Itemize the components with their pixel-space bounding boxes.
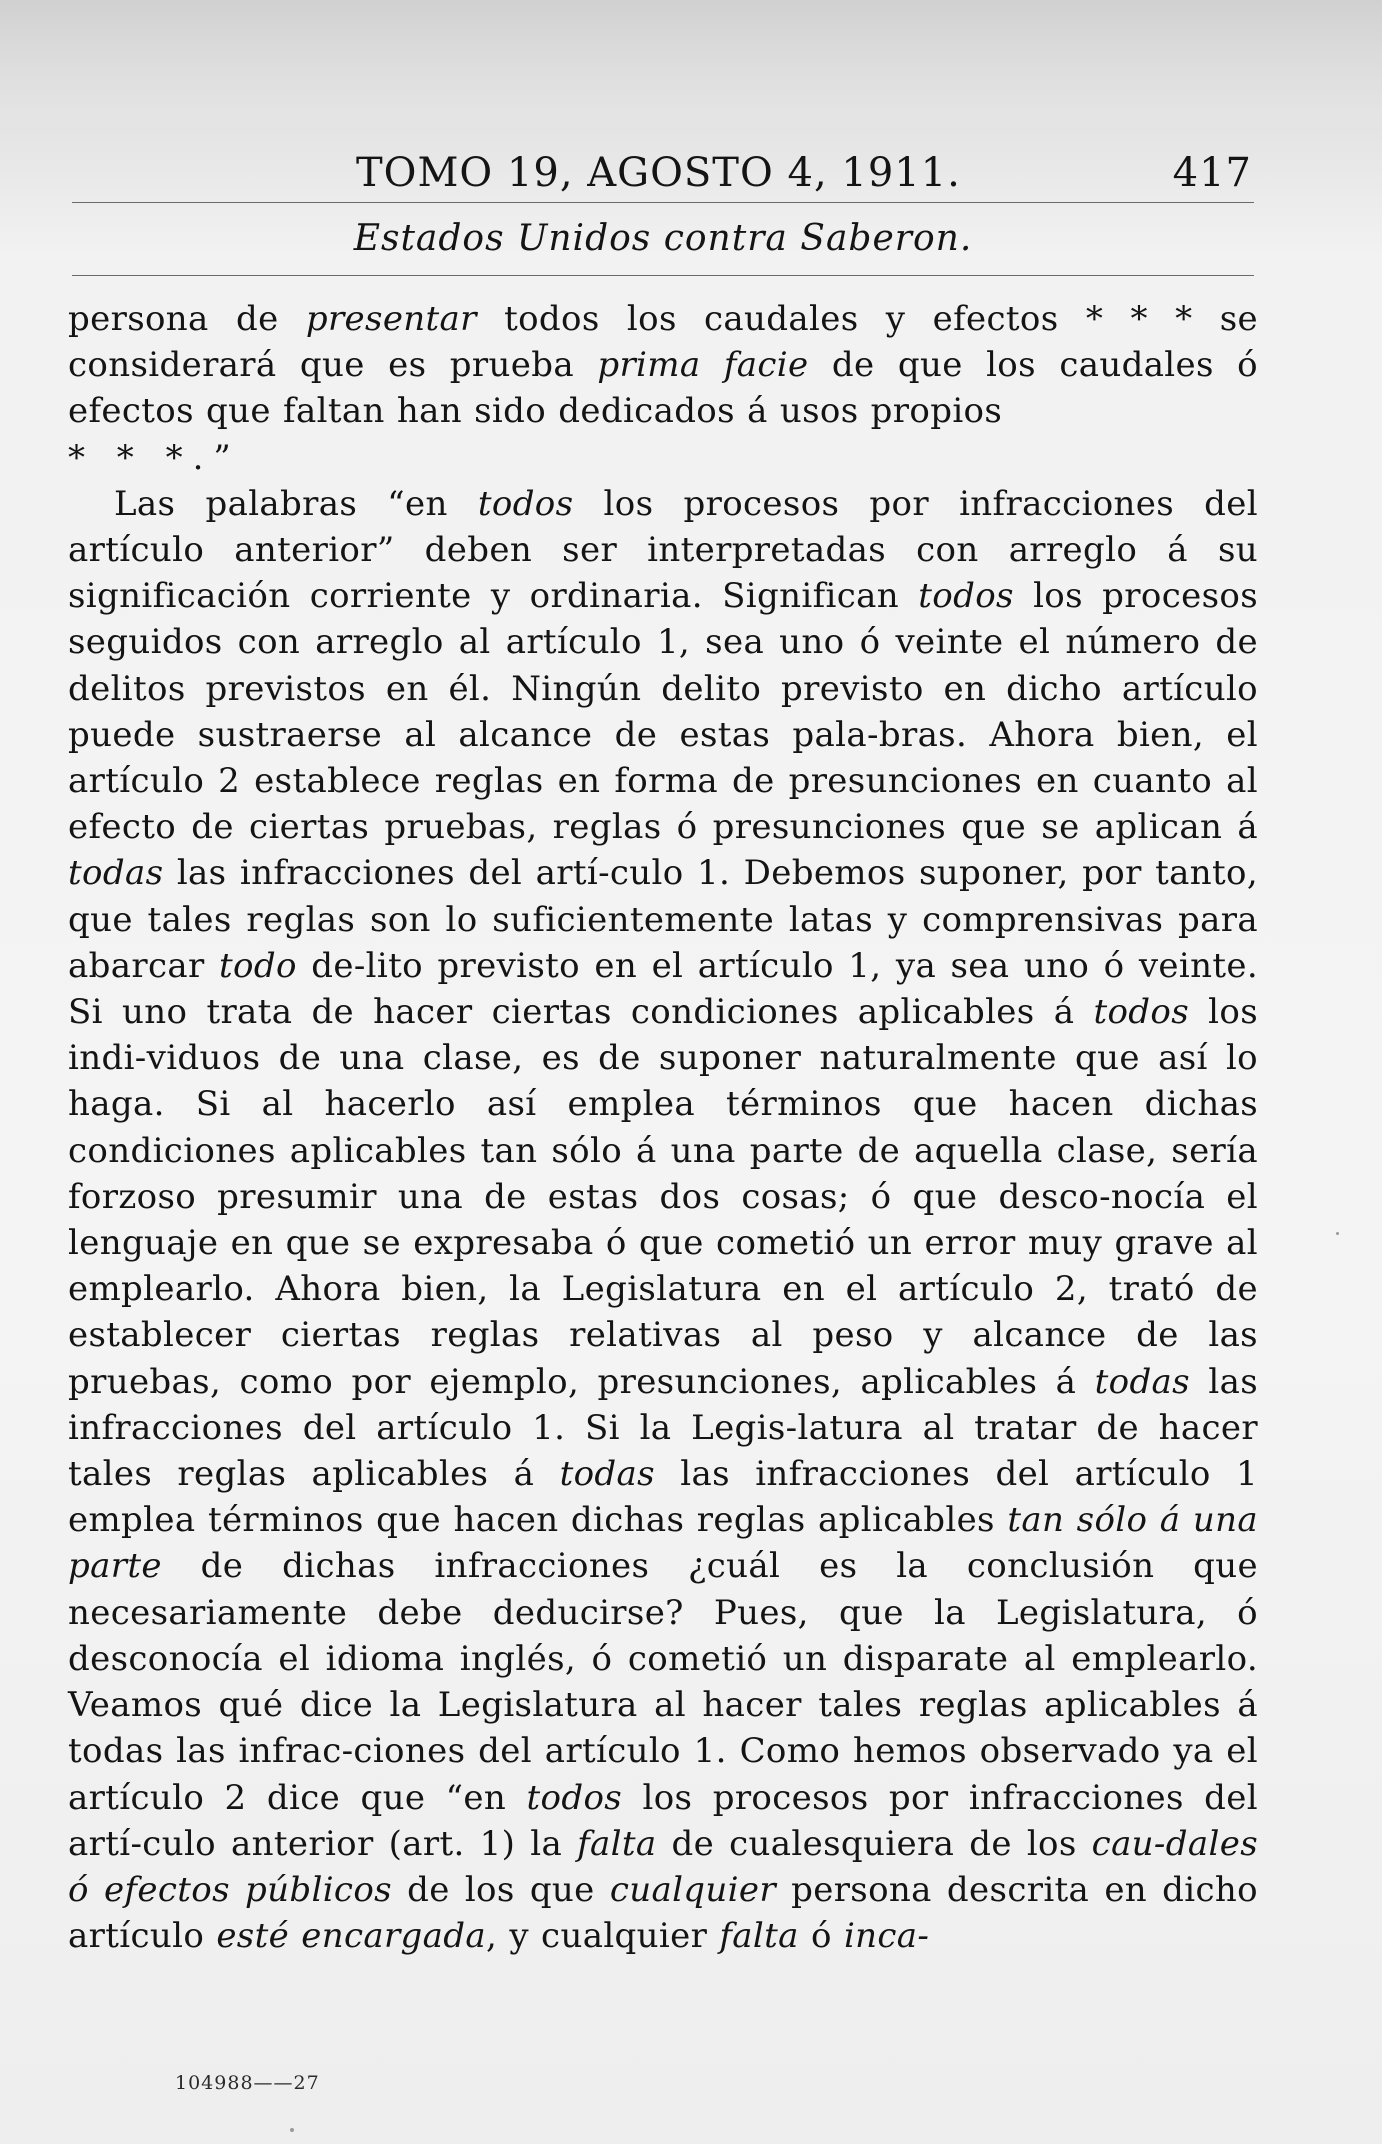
text-run: de cualesquiera de los	[656, 1823, 1092, 1864]
paragraph-continuation	[68, 296, 1258, 481]
case-title: Estados Unidos contra Saberon.	[353, 218, 973, 259]
italic-run: todos	[918, 576, 1014, 617]
page-content	[68, 150, 1258, 1959]
italic-run: inca-	[843, 1916, 930, 1957]
text-run: , y cualquier	[486, 1916, 720, 1957]
italic-run: tan sólo á una parte	[68, 1500, 1258, 1587]
text-run: de los que	[391, 1869, 610, 1910]
italic-run: cualquier	[609, 1869, 776, 1910]
italic-run: prima facie	[597, 345, 809, 386]
text-run: ó	[798, 1916, 844, 1957]
text-run: de dichas infracciones ¿cuál es la conclusión que necesariamente debe deducirse? Pues, que la Legislatura, ó desconocía el idioma inglés, ó cometió un disparate al emplearlo. Veamos qué dice la Legislatura al hacer tales reglas aplicables á todas las infrac-ciones del artículo 1. Como hemos observado ya el artículo 2 dice que “en	[68, 1546, 1258, 1818]
text-run: persona descrita en dicho artículo	[68, 1869, 1258, 1957]
scan-speck	[1336, 1232, 1339, 1235]
text-run: todos los caudales y efectos * * * se considerará que es prueba	[68, 299, 1258, 386]
italic-run: falta	[719, 1916, 799, 1957]
italic-run: todos	[1093, 992, 1190, 1033]
text-run: persona de	[68, 299, 306, 339]
text-run: las infracciones del artí-culo 1. Debemos suponer, por tanto, que tales reglas son lo suficientemente latas y comprensivas para abarcar	[68, 853, 1258, 986]
header-rule	[72, 202, 1254, 203]
text-run: las infracciones del artículo 1 emplea términos que hacen dichas reglas aplicables	[68, 1454, 1258, 1541]
scan-shadow	[0, 0, 1382, 120]
italic-run: falta	[577, 1823, 657, 1864]
italic-run: todas	[68, 853, 164, 894]
italic-run: todas	[1094, 1361, 1190, 1402]
running-title: TOMO 19, AGOSTO 4, 1911.	[356, 150, 961, 196]
text-run: los indi-viduos de una clase, es de suponer naturalmente que así lo haga. Si al hacerlo así emplea términos que hacen dichas condiciones aplicables tan sólo á una parte de aquella clase, sería forzoso presumir una de estas dos cosas; ó que desco-nocía el lenguaje en que se expresaba ó que cometió un error muy grave al emplearlo. Ahora bien, la Legislatura en el artículo 2, trató de establecer ciertas reglas relativas al peso y alcance de las pruebas, como por ejemplo, presunciones, aplicables á	[68, 992, 1259, 1402]
text-run: de-lito previsto en el artículo 1, ya sea uno ó veinte. Si uno trata de hacer ciertas condiciones aplicables á	[68, 945, 1258, 1033]
text-run: Las palabras “en	[114, 483, 478, 524]
ellipsis-stars: * * *.”	[68, 437, 241, 478]
case-title-rule	[72, 275, 1254, 276]
italic-run: cau-dales ó efectos públicos	[68, 1823, 1258, 1910]
italic-run: todas	[559, 1454, 655, 1495]
text-run: los procesos seguidos con arreglo al artículo 1, sea uno ó veinte el número de delitos previstos en él. Ningún delito previsto en dicho artículo puede sustraerse al alcance de estas pala-bras. Ahora bien, el artículo 2 establece reglas en forma de presunciones en cuanto al efecto de ciertas pruebas, reglas ó presunciones que se aplican á	[68, 576, 1258, 848]
italic-run: todos	[526, 1777, 623, 1818]
italic-run: todos	[477, 483, 574, 524]
text-run: los procesos por infracciones del artículo anterior” deben ser interpretadas con arreglo á su significación corriente y ordinaria. Significan	[68, 483, 1258, 617]
paragraph-main	[68, 481, 1258, 1960]
scan-speck	[290, 2128, 294, 2132]
page-number: 417	[1172, 150, 1252, 196]
italic-run: presentar	[305, 299, 477, 339]
printer-signature: 104988——27	[175, 2072, 320, 2094]
running-head	[68, 150, 1258, 202]
text-run: los procesos por infracciones del artí-culo anterior (art. 1) la	[68, 1777, 1258, 1864]
body-text	[68, 296, 1258, 1959]
text-run: las infracciones del artículo 1. Si la Legis-latura al tratar de hacer tales reglas aplicables á	[68, 1361, 1258, 1495]
italic-run: todo	[219, 945, 297, 986]
text-run: de que los caudales ó efectos que faltan han sido dedicados á usos propios	[68, 345, 1259, 432]
italic-run: esté encargada	[216, 1916, 487, 1957]
